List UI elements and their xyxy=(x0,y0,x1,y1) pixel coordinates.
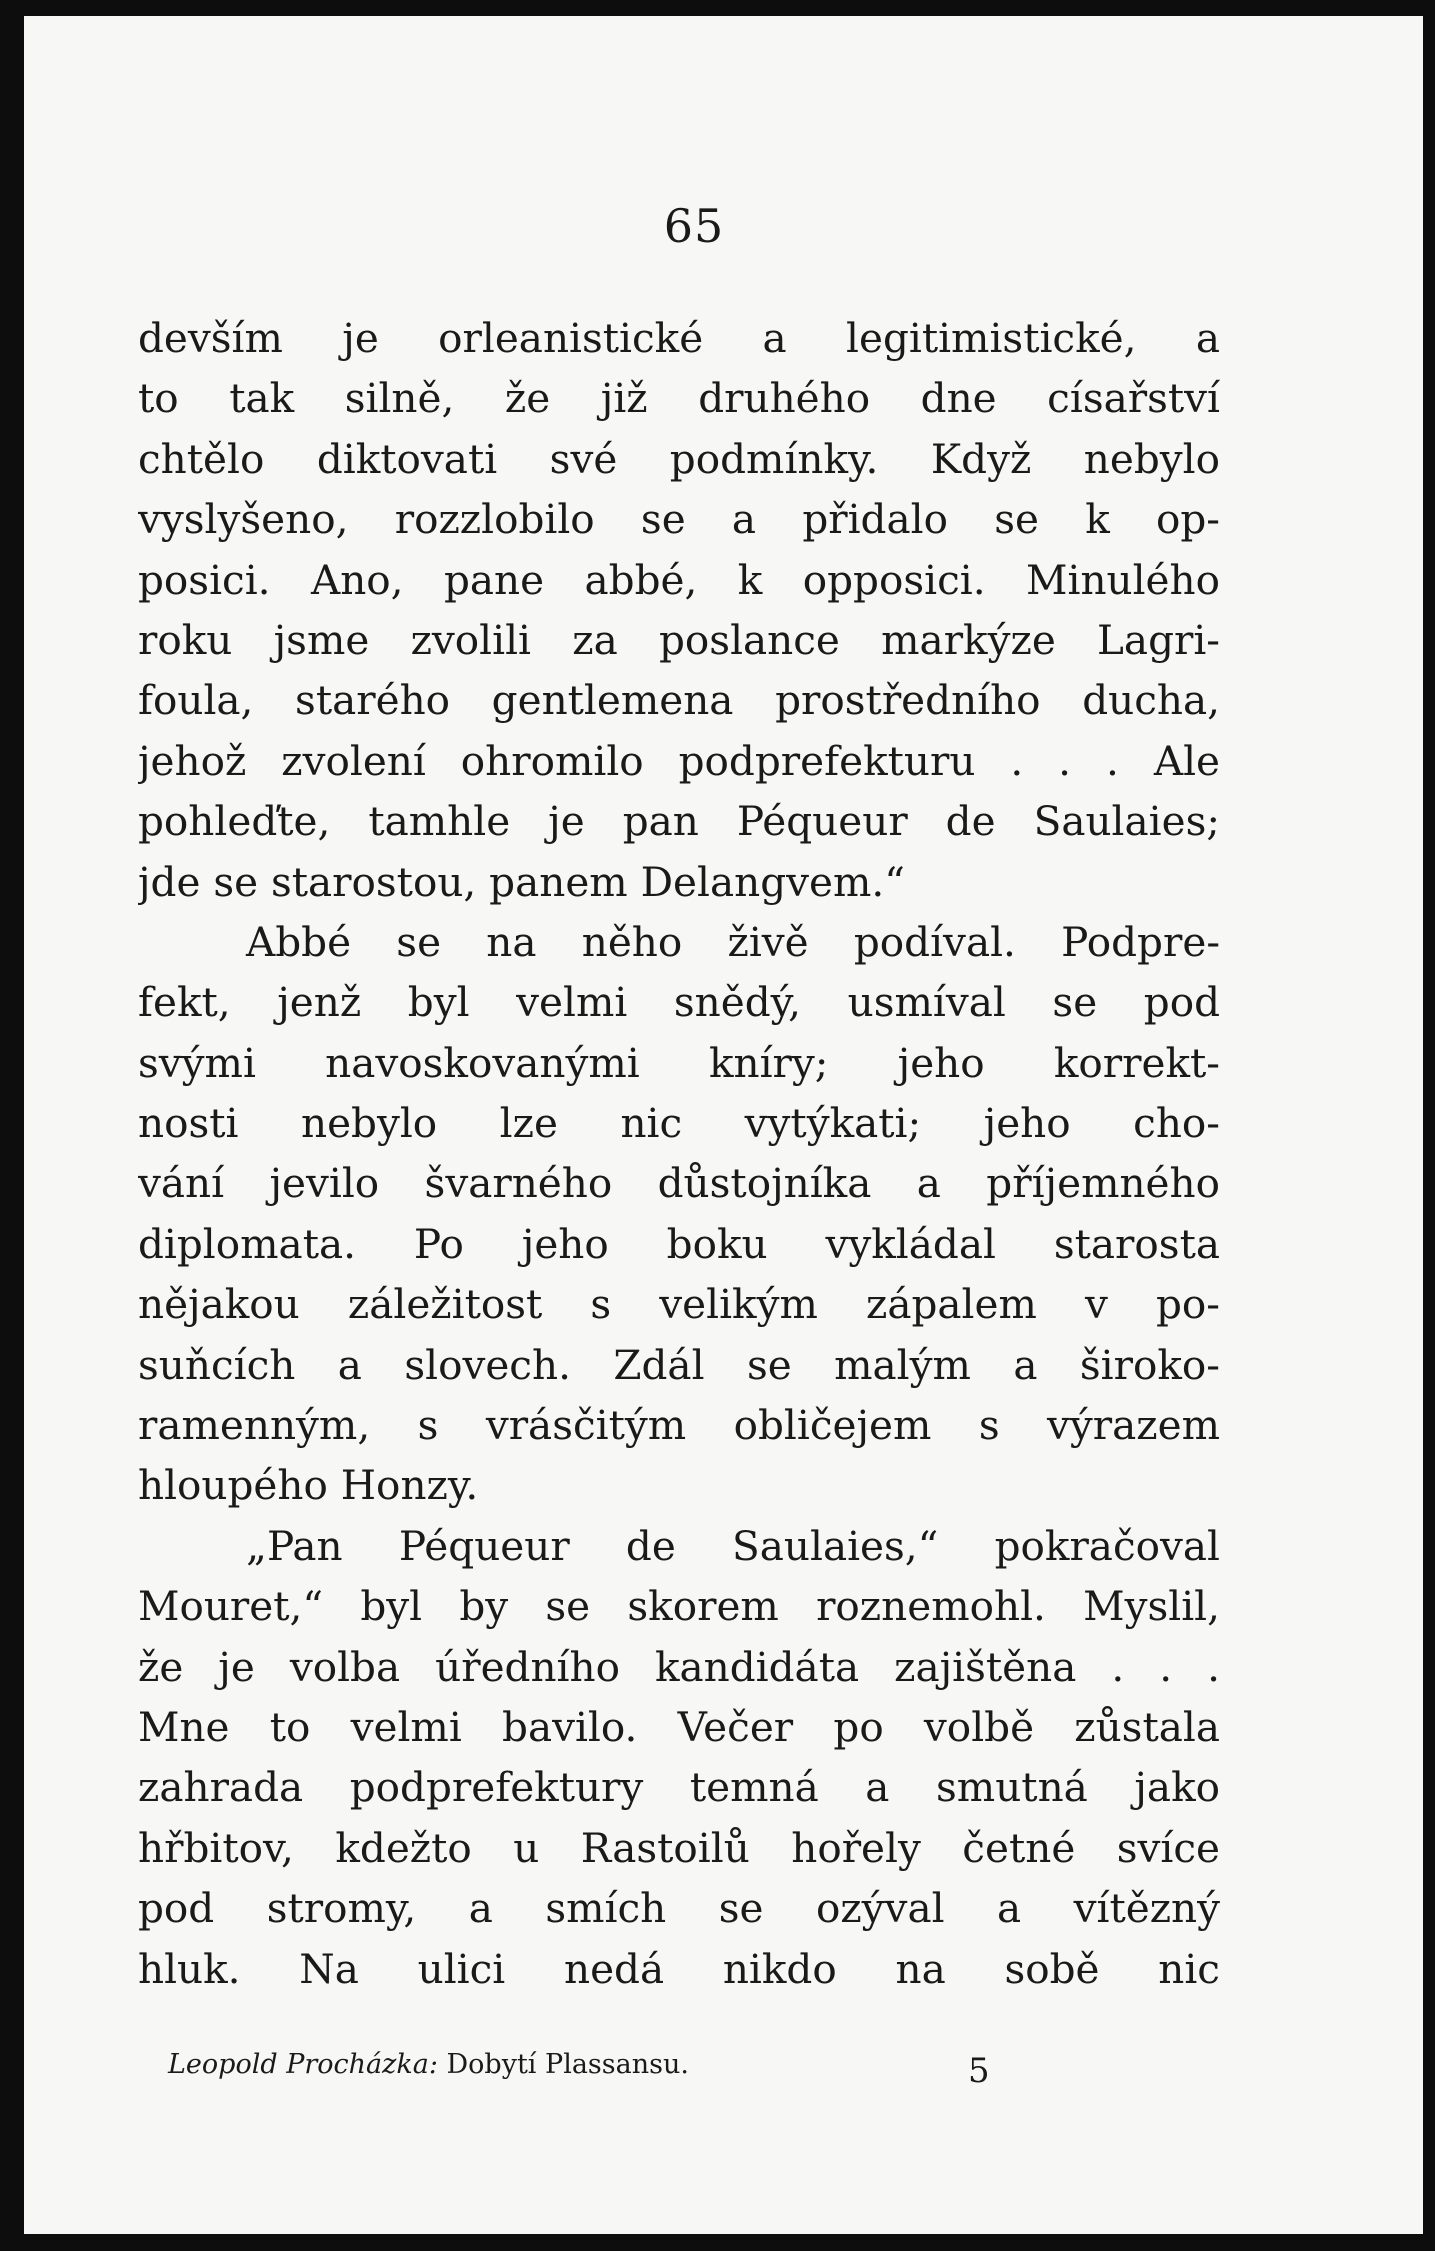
text-line: pod stromy, a smích se ozýval a vítězný xyxy=(138,1884,1220,1933)
text-line: jehož zvolení ohromilo podprefekturu . . . Ale xyxy=(138,736,1220,785)
text-line: devším je orleanistické a legitimistické, a xyxy=(138,314,1220,362)
text-line: nosti nebylo lze nic vytýkati; jeho cho- xyxy=(138,1099,1220,1148)
footer-title: Dobytí Plassansu. xyxy=(446,2049,689,2080)
book-page xyxy=(24,16,1423,2234)
text-line: svými navoskovanými kníry; jeho korrekt- xyxy=(138,1038,1220,1087)
text-line: pohleďte, tamhle je pan Péqueur de Saulaies; xyxy=(138,797,1220,846)
text-line: suňcích a slovech. Zdál se malým a široko- xyxy=(138,1340,1220,1389)
text-line: hluk. Na ulici nedá nikdo na sobě nic xyxy=(138,1944,1220,1993)
text-line: že je volba úředního kandidáta zajištěna . . . xyxy=(138,1642,1220,1691)
page-number: 65 xyxy=(663,199,725,253)
text-line: chtělo diktovati své podmínky. Když nebylo xyxy=(138,434,1220,483)
text-line: vání jevilo švarného důstojníka a příjemného xyxy=(138,1159,1220,1208)
text-line: jde se starostou, panem Delangvem.“ xyxy=(138,857,905,906)
text-line: hloupého Honzy. xyxy=(138,1461,479,1510)
text-line: posici. Ano, pane abbé, k opposici. Minulého xyxy=(138,555,1220,604)
text-line: nějakou záležitost s velikým zápalem v po- xyxy=(138,1280,1220,1329)
text-line: vyslyšeno, rozzlobilo se a přidalo se k op- xyxy=(138,495,1220,544)
text-line: to tak silně, že již druhého dne císařství xyxy=(138,374,1220,423)
text-line: zahrada podprefektury temná a smutná jako xyxy=(138,1763,1220,1812)
signature-mark: 5 xyxy=(968,2051,990,2091)
footer-imprint xyxy=(168,2040,1148,2090)
text-line: „Pan Péqueur de Saulaies,“ pokračoval xyxy=(246,1521,1220,1570)
text-line: roku jsme zvolili za poslance markýze Lagri- xyxy=(138,615,1220,664)
text-line: diplomata. Po jeho boku vykládal starosta xyxy=(138,1219,1220,1268)
text-line: Abbé se na něho živě podíval. Podpre- xyxy=(246,917,1220,966)
text-line: hřbitov, kdežto u Rastoilů hořely četné svíce xyxy=(138,1823,1220,1872)
text-line: Mouret,“ byl by se skorem roznemohl. Myslil, xyxy=(138,1582,1220,1631)
text-line: Mne to velmi bavilo. Večer po volbě zůstala xyxy=(138,1702,1220,1751)
body-text xyxy=(138,308,1220,1999)
text-line: ramenným, s vrásčitým obličejem s výrazem xyxy=(138,1401,1220,1450)
footer-author: Leopold Procházka: xyxy=(168,2049,447,2080)
text-line: foula, starého gentlemena prostředního ducha, xyxy=(138,676,1220,725)
text-line: fekt, jenž byl velmi snědý, usmíval se pod xyxy=(138,978,1220,1027)
